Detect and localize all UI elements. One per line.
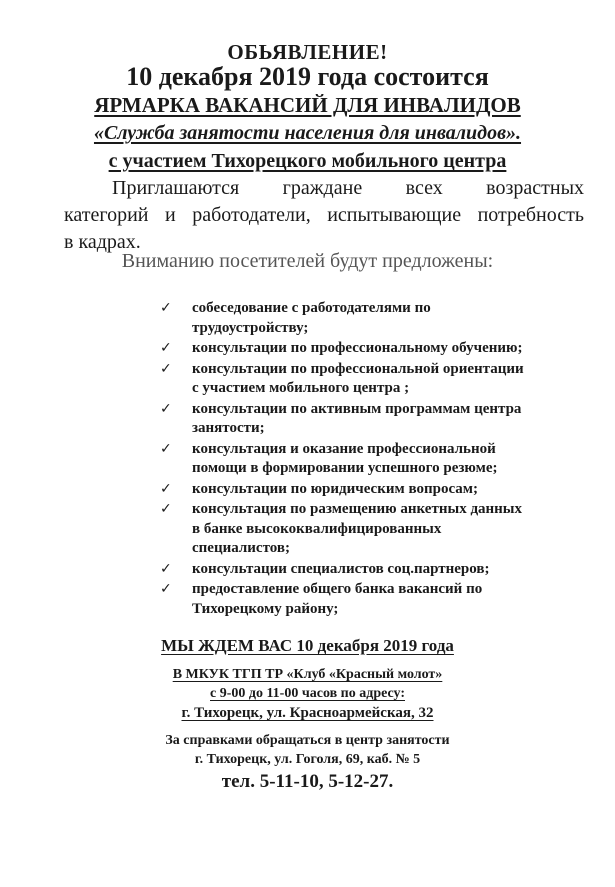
offer-text-line: консультация и оказание профессиональной	[192, 440, 496, 457]
offer-text-line: собеседование с работодателями по	[192, 300, 431, 316]
offer-item	[160, 560, 590, 580]
offer-item	[160, 500, 590, 559]
invitation-paragraph	[64, 175, 584, 256]
offer-text	[192, 400, 590, 439]
checkmark-icon: ✓	[160, 560, 172, 577]
offer-text	[192, 580, 590, 619]
checkmark-icon: ✓	[160, 360, 172, 377]
venue-line-text: В МКУК ТГП ТР «Клуб «Красный молот»	[172, 667, 443, 682]
address-line	[0, 705, 615, 722]
offers-list	[160, 299, 590, 620]
checkmark-icon: ✓	[160, 340, 172, 356]
offer-text	[192, 360, 590, 399]
offer-text	[192, 339, 590, 359]
offer-item	[160, 339, 590, 359]
offer-text-line: помощи в формировании успешного резюме;	[192, 460, 498, 476]
offer-text-line: консультация по размещению анкетных данных	[192, 501, 523, 517]
offer-text-line: специалистов;	[192, 540, 290, 556]
checkmark-icon: ✓	[160, 300, 172, 316]
offer-item	[160, 580, 590, 619]
time-line	[0, 686, 615, 702]
mobile-center-line	[0, 150, 615, 173]
offer-text-line: консультации по профессиональному обучению;	[192, 340, 523, 356]
service-name-text: «Служба занятости населения для инвалидов».	[93, 122, 522, 144]
offer-item	[160, 360, 590, 399]
offer-item	[160, 400, 590, 439]
wait-line	[0, 636, 615, 656]
notice-title: ОБЬЯВЛЕНИЕ!	[227, 40, 388, 64]
invitation-line-2: категорий и работодатели, испытывающие потребность	[64, 204, 584, 226]
time-line-text: с 9-00 до 11-00 часов по адресу:	[210, 686, 405, 701]
offer-text-line: занятости;	[192, 420, 265, 436]
phone-numbers: тел. 5-11-10, 5-12-27.	[221, 771, 394, 792]
invitation-line-3: в кадрах.	[64, 231, 141, 253]
offer-text	[192, 500, 590, 559]
invitation-line-1: Приглашаются граждане всех возрастных	[112, 177, 584, 199]
job-fair-heading-text: ЯРМАРКА ВАКАНСИЙ ДЛЯ ИНВАЛИДОВ	[94, 93, 521, 117]
event-date-heading: 10 декабря 2019 года состоится	[126, 62, 489, 91]
wait-line-text: МЫ ЖДЕМ ВАС 10 декабря 2019 года	[161, 636, 454, 655]
checkmark-icon: ✓	[160, 581, 172, 597]
offer-item	[160, 440, 590, 479]
offer-text-line: в банке высококвалифицированных	[192, 520, 442, 537]
venue-line	[0, 667, 615, 683]
offer-text-line: Тихорецкому району;	[192, 600, 339, 617]
offer-text-line: предоставление общего банка вакансий по	[192, 581, 483, 597]
checkmark-icon: ✓	[160, 440, 172, 457]
checkmark-icon: ✓	[160, 400, 172, 417]
offer-text-line: с участием мобильного центра ;	[192, 380, 410, 396]
offer-text	[192, 299, 590, 338]
mobile-center-text: с участием Тихорецкого мобильного центра	[108, 150, 507, 172]
contact-address-line: г. Тихорецк, ул. Гоголя, 69, каб. № 5	[194, 752, 421, 767]
job-fair-heading	[0, 93, 615, 118]
offer-item	[160, 480, 590, 500]
address-line-text: г. Тихорецк, ул. Красноармейская, 32	[181, 705, 434, 721]
offer-text-line: консультации по активным программам центра	[192, 400, 522, 417]
offer-text-line: консультации специалистов соц.партнеров;	[192, 560, 490, 577]
contact-info-line: За справками обращаться в центр занятости	[165, 733, 450, 748]
offer-text-line: трудоустройству;	[192, 319, 309, 336]
checkmark-icon: ✓	[160, 501, 172, 517]
offer-text-line: консультации по юридическим вопросам;	[192, 480, 478, 497]
service-name-line	[0, 122, 615, 145]
offer-text	[192, 440, 590, 479]
checkmark-icon: ✓	[160, 480, 172, 497]
offer-text	[192, 480, 590, 500]
offer-text	[192, 560, 590, 580]
offer-text-line: консультации по профессиональной ориентации	[192, 360, 524, 377]
attention-line: Вниманию посетителей будут предложены:	[121, 250, 494, 272]
offer-item	[160, 299, 590, 338]
